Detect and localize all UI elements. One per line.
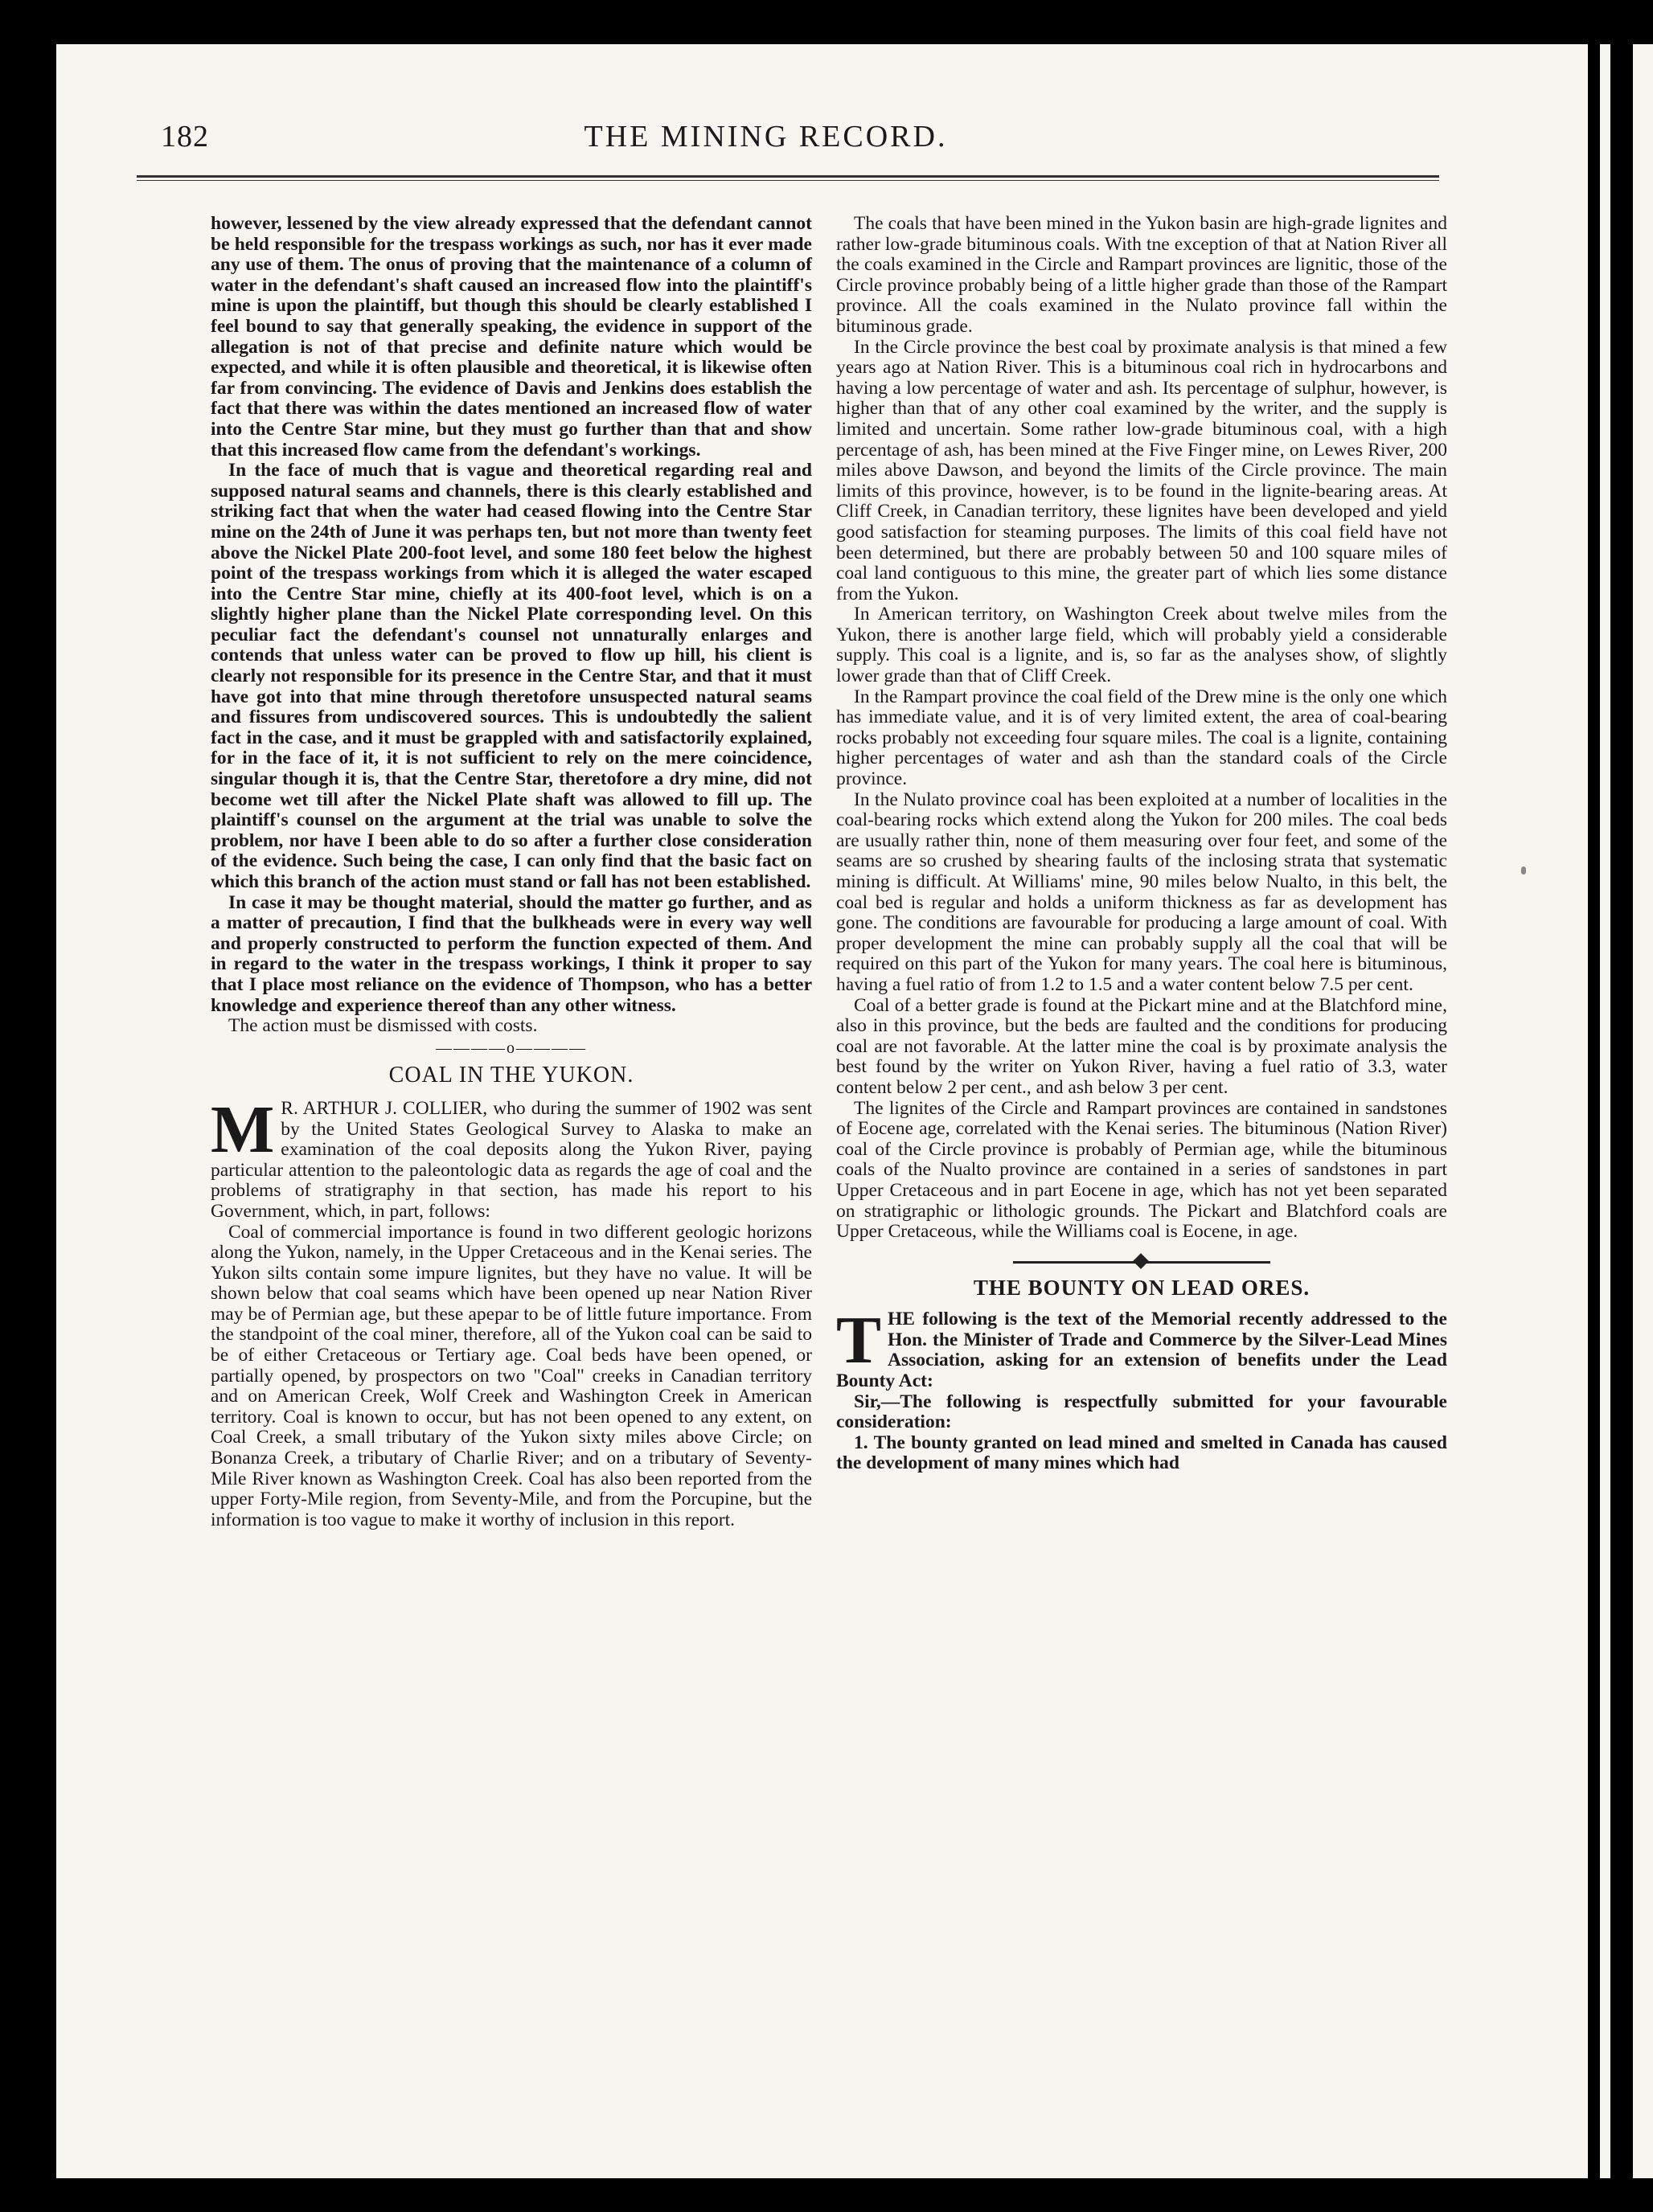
journal-title: THE MINING RECORD. <box>584 120 948 154</box>
ornamental-divider <box>1013 1254 1270 1270</box>
scan-speck <box>1521 866 1526 875</box>
drop-cap: T <box>836 1303 882 1378</box>
page-number: 182 <box>161 120 209 154</box>
article-paragraph: R. ARTHUR J. COLLIER, who during the summer of 1902 was sent by the United States Geological Survey to Alaska to make an examination of the coal deposits along the Yukon River, paying particular attention to the paleontologic data as regards the age of coal and the problems of stratigraphy in that section, has made his report to his Government, which, in part, follows: <box>211 1097 812 1222</box>
right-column <box>836 214 1447 1474</box>
continuation-paragraph: The action must be dismissed with costs. <box>228 1015 538 1037</box>
continuation-paragraph: In case it may be thought material, should the matter go further, and as a matter of precaution, I find that the bulkheads were in every way well and properly constructed to perform the function expected of them. And in regard to the water in the trespass workings, I think it proper to say that I place most reliance on the evidence of Thompson, who has a better knowledge and experience thereof than any other witness. <box>211 891 812 1016</box>
continuation-paragraph: In the face of much that is vague and theoretical regarding real and supposed natural seams and channels, there is this clearly established and striking fact that when the water had ceased flowing into the Centre Star mine on the 24th of June it was perhaps ten, but not more than twenty feet above the Nickel Plate 200-foot level, and some 180 feet below the highest point of the trespass workings from which it is alleged the water escaped into the Centre Star mine, chiefly at its 400-foot level, which is on a slightly higher plane than the Nickel Plate corresponding level. On this peculiar fact the defendant's counsel not unnaturally enlarges and contends that unless water can be proved to flow up hill, his client is clearly not responsible for its presence in the Centre Star, and that it must have got into that mine through theretofore unsuspected natural seams and fissures from undiscovered sources. This is undoubtedly the salient fact in the case, and it must be grappled with and satisfactorily explained, for in the face of it, it is not sufficient to rely on the mere coincidence, singular though it is, that the Centre Star, theretofore a dry mine, did not become wet till after the Nickel Plate shaft was allowed to fill up. The plaintiff's counsel on the argument at the trial was unable to solve the problem, nor have I been able to do so after a further close consideration of the evidence. Such being the case, I can only find that the basic fact on which this branch of the action must stand or fall has not been established. <box>211 460 812 892</box>
article-paragraph: The lignites of the Circle and Rampart provinces are contained in sandstones of Eocene age, correlated with the Kenai series. The bituminous (Nation River) coal of the Circle province is probably of Permian age, while the bituminous coals of the Nualto province are contained in a series of sandstones in part Upper Cretaceous and in part Eocene in age, which has not yet been separated on stratigraphic or lithologic grounds. The Pickart and Blatchford coals are Upper Cretaceous, while the Williams coal is Eocene, in age. <box>836 1097 1447 1243</box>
header-rule-thin <box>137 180 1439 181</box>
continuation-paragraph: however, lessened by the view already expressed that the defendant cannot be held responsible for the trespass workings as such, nor has it ever made any use of them. The onus of proving that the maintenance of a column of water in the defendant's shaft caused an increased flow into the plaintiff's mine is upon the plaintiff, but though this should be clearly established I feel bound to say that generally speaking, the evidence in support of the allegation is not of that precise and definite nature which would be expected, and while it is often plausible and theoretical, it is likewise often far from convincing. The evidence of Davis and Jenkins does establish the fact that there was within the dates mentioned an increased flow of water into the Centre Star mine, but they must go further than that and show that this increased flow came from the defendant's workings. <box>211 213 812 461</box>
article-paragraph: In the Rampart province the coal field of the Drew mine is the only one which has immediate value, and it is of very limited extent, the area of coal-bearing rocks probably not exceeding four square miles. The coal is a lignite, containing higher percentages of water and ash than the standard coals of the Circle province. <box>836 686 1447 790</box>
article-paragraph: In the Circle province the best coal by proximate analysis is that mined a few years ago at Nation River. This is a bituminous coal rich in hydrocarbons and having a low percentage of water and ash. Its percentage of sulphur, however, is higher than that of any other coal examined by the writer, and the supply is limited and uncertain. Some rather low-grade bituminous coal, with a high percentage of ash, has been mined at the Five Finger mine, on Lewes River, 200 miles above Dawson, and beyond the limits of the Circle province. The main limits of this province, however, is to be found in the lignite-bearing areas. At Cliff Creek, in Canadian territory, these lignites have been developed and yield good satisfaction for steaming purposes. The limits of this coal field have not been determined, but there are probably between 50 and 100 square miles of coal land contiguous to this mine, the greater part of which lies some distance from the Yukon. <box>836 336 1447 604</box>
article-paragraph: HE following is the text of the Memorial recently addressed to the Hon. the Minister of Trade and Commerce by the Silver-Lead Mines Association, asking for an extension of benefits under the Lead Bounty Act: <box>836 1309 1447 1392</box>
section-separator: ————o———— <box>436 1038 587 1057</box>
article-paragraph: Coal of commercial importance is found in two different geologic horizons along the Yukon, namely, in the Upper Cretaceous and in the Kenai series. The Yukon silts contain some impure lignites, but they have no value. It will be shown below that coal seams which have been opened up near Nation River may be of Permian age, but these apepar to be of little future importance. From the standpoint of the coal miner, therefore, all of the Yukon coal can be said to be of either Cretaceous or Tertiary age. Coal beds have been opened, or partially opened, by prospectors on two "Coal" creeks in Canadian territory and on American Creek, Wolf Creek and Washington Creek in American territory. Coal is known to occur, but has not been opened to any extent, on Coal Creek, a small tributary of the Yukon sixty miles above Circle; on Bonanza Creek, a tributary of Charlie River; and on a tributary of Seventy-Mile River known as Washington Creek. Coal has also been reported from the upper Forty-Mile region, from Seventy-Mile, and from the Porcupine, but the information is too vague to make it worthy of inclusion in this report. <box>211 1221 812 1530</box>
article-paragraph: Coal of a better grade is found at the Pickart mine and at the Blatchford mine, also in this province, but the beds are faulted and the conditions for producing coal are not favorable. At the latter mine the coal is by proximate analysis the best found by the writer on Yukon River, having a fuel ratio of 3.3, water content below 2 per cent., and ash below 3 per cent. <box>836 994 1447 1098</box>
left-column <box>211 214 812 1530</box>
diamond-icon <box>1133 1253 1149 1269</box>
article-paragraph: Sir,—The following is respectfully submitted for your favourable consideration: <box>836 1391 1447 1433</box>
header-rule <box>137 175 1439 178</box>
drop-cap: M <box>211 1092 275 1167</box>
article-paragraph: The coals that have been mined in the Yukon basin are high-grade lignites and rather low-grade bituminous coals. With tne exception of that at Nation River all the coals examined in the Circle and Rampart provinces are lignitic, those of the Circle province probably being of a little higher grade than those of the Rampart province. All the coals examined in the Nulato province fall within the bituminous grade. <box>836 213 1447 337</box>
article-heading-bounty: THE BOUNTY ON LEAD ORES. <box>973 1275 1311 1300</box>
article-heading-coal: COAL IN THE YUKON. <box>388 1063 634 1088</box>
article-paragraph: In the Nulato province coal has been exploited at a number of localities in the coal-bearing rocks which extend along the Yukon for 200 miles. The coal beds are usually rather thin, none of them measuring over four feet, and some of the seams are so crushed by shearing faults of the inclosing strata that systematic mining is difficult. At Williams' mine, 90 miles below Nualto, in this belt, the coal bed is regular and holds a uniform thickness as far as development has gone. The conditions are favourable for producing a large amount of coal. With proper development the mine can probably supply all the coal that will be required on this part of the Yukon for many years. The coal here is bituminous, having a fuel ratio of from 1.2 to 1.5 and a water content below 7.5 per cent. <box>836 789 1447 995</box>
page-gutter <box>1610 44 1633 2178</box>
article-paragraph: 1. The bounty granted on lead mined and smelted in Canada has caused the development of many mines which had <box>836 1432 1447 1474</box>
article-paragraph: In American territory, on Washington Creek about twelve miles from the Yukon, there is another large field, which will probably yield a considerable supply. This coal is a lignite, and is, so far as the analyses show, of slightly lower grade than that of Cliff Creek. <box>836 604 1447 687</box>
